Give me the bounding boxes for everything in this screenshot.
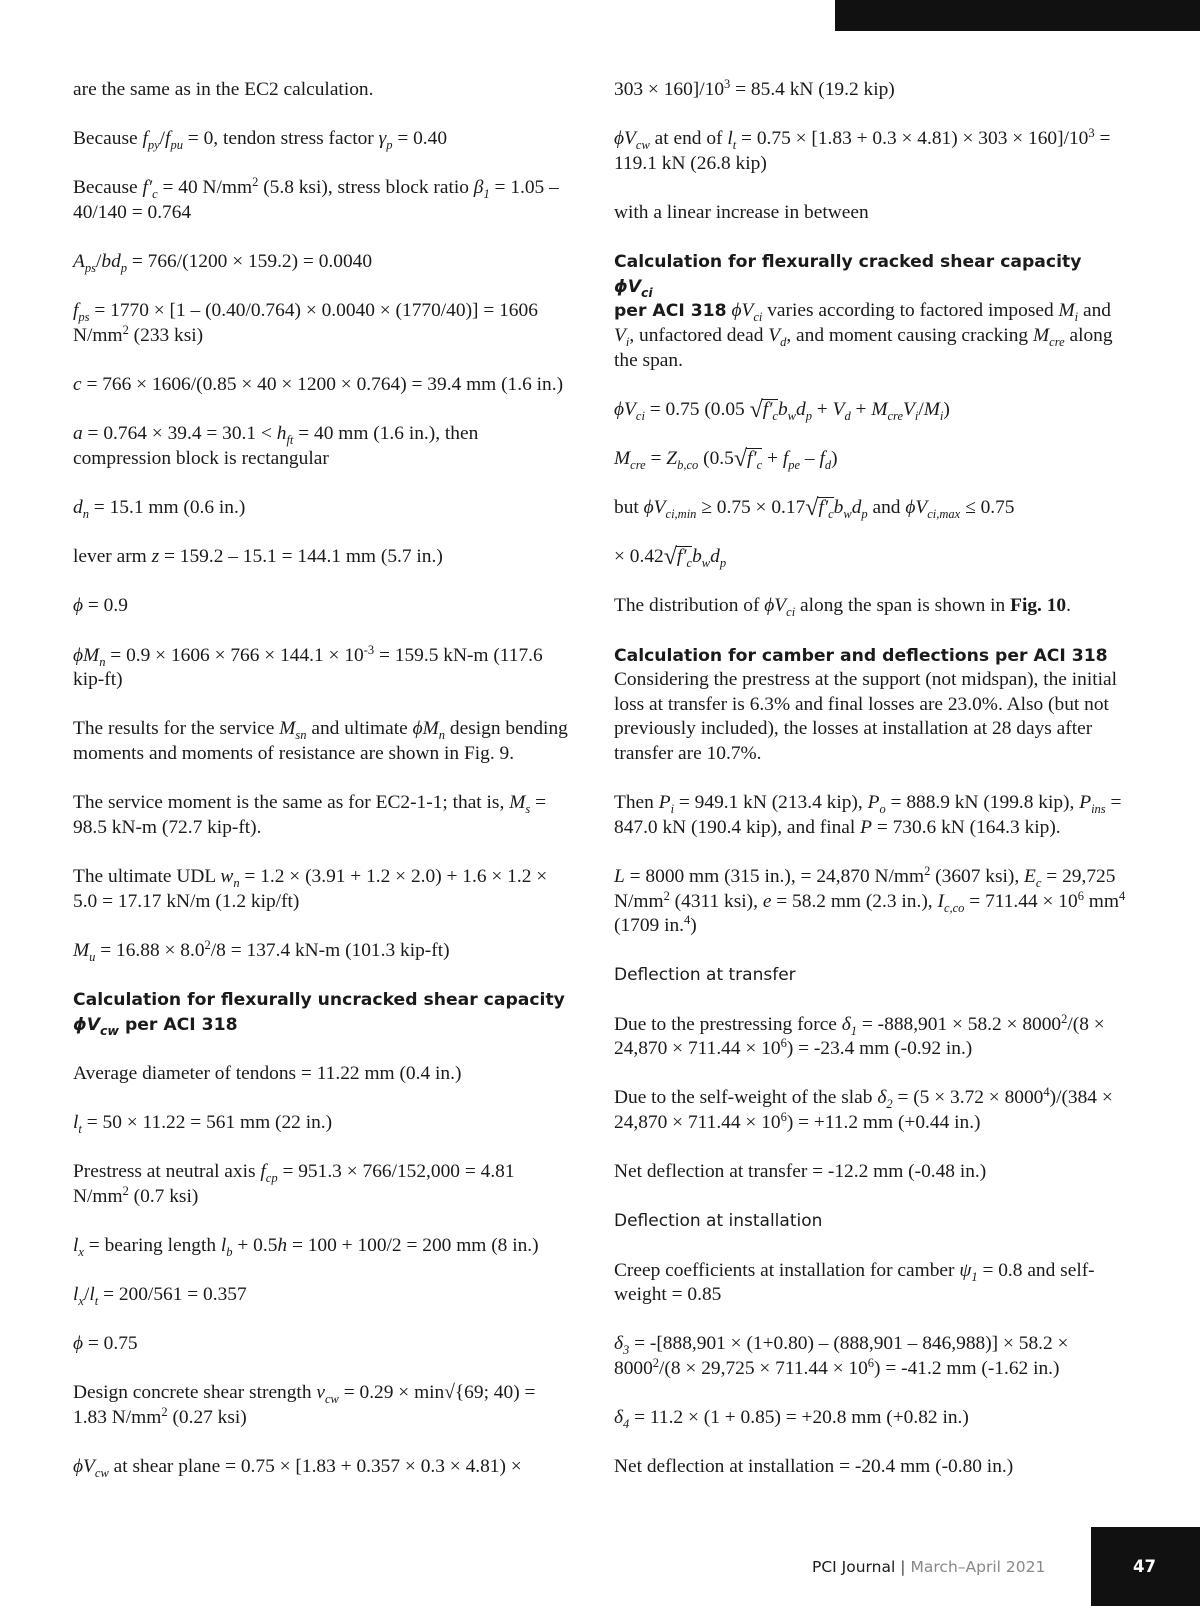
issue-date: March–April 2021 bbox=[910, 1558, 1046, 1576]
paragraph: Because $f'_c = 40$ $N/mm^2$ (5.8 ksi), stress block ratio $\beta_1 = 1.05 - 40/140 = 0.764$ bbox=[73, 175, 559, 223]
paragraph: are the same as in the EC2 calculation. bbox=[73, 79, 374, 100]
equation: $\phi M_n = 0.9 \times 1606 \times 766 \times 144.1 \times 10^{-3} = 159.5$ kN-m (117.6 kip-ft) bbox=[73, 642, 543, 691]
journal-name: PCI Journal bbox=[812, 1558, 896, 1576]
section-heading: Calculation for flexurally cracked shear capacity $\phi V_{ci}$ bbox=[614, 252, 1082, 300]
paragraph: per ACI 318 $\phi V_{ci}$ varies according to factored imposed $M_i$ and $V_i$, unfactored dead $V_d$, and moment causing cracking $M_{cre}$ along the span. bbox=[614, 300, 1113, 371]
equation: $A_{ps}/bd_p = 766/(1200 \times 159.2) = 0.0040$ bbox=[73, 251, 373, 276]
paragraph: Due to the self-weight of the slab $\delta_2 = (5 \times 3.72 \times 8000^4)/(384 \times 24,870 \times 711.44 \times 10^6) = +11.2$ mm (+0.44 in.) bbox=[614, 1085, 1113, 1133]
equation: $M_u = 16.88 \times 8.0^2/8 = 137.4$ kN-m (101.3 kip-ft) bbox=[73, 937, 450, 964]
paragraph: Average diameter of tendons = 11.22 mm (0.4 in.) bbox=[73, 1062, 462, 1084]
section-heading: Calculation for flexurally uncracked shear capacity $\phi V_{cw}$ per ACI 318 bbox=[73, 989, 565, 1038]
paragraph: The service moment is the same as for EC2-1-1; that is, $M_s = 98.5$ kN-m (72.7 kip-ft). bbox=[73, 792, 547, 838]
equation: × $0.42√f'_cb_wd_p$ bbox=[614, 544, 727, 571]
equation: $M_{cre} = Z_{b,co}$ $(0.5√f'_c + f_{pe} - f_d)$ bbox=[614, 445, 838, 472]
page-number-box bbox=[1091, 1527, 1200, 1606]
equation: $\phi V_{cw}$ at end of $l_t = 0.75 \times [1.83 + 0.3 \times 4.81) \times 303 \times 160]/10^3 = 119.1$ kN (26.8 kip) bbox=[614, 126, 1111, 174]
paragraph: Creep coefficients at installation for camber $\psi_1 = 0.8$ and self-weight = 0.85 bbox=[614, 1259, 1095, 1306]
equation: $l_x$ = bearing length $l_b + 0.5h = 100 + 100/2 = 200$ mm (8 in.) bbox=[73, 1234, 539, 1259]
equation: lever arm z = 159.2 – 15.1 = 144.1 mm (5.7 in.) bbox=[73, 546, 443, 568]
paragraph: The results for the service $M_{sn}$ and ultimate $\phi M_n$ design bending moments and moments of resistance are shown in Fig. 9. bbox=[73, 718, 568, 765]
equation: $\delta_3 = -[888,901 \times (1+0.80) - (888,901 - 846,988)] \times 58.2 \times 8000^2/(8 \times 29,725 \times 711.44 \times 10^6) = -41.2$ mm (-1.62 in.) bbox=[614, 1333, 1069, 1379]
paragraph: Due to the prestressing force $\delta_1 = -888,901 \times 58.2 \times 8000^2/(8 \times 24,870 \times 711.44 \times 10^6) = -23.4$ mm (-0.92 in.) bbox=[614, 1011, 1105, 1060]
equation: but $\phi V_{ci,min} \ge 0.75 \times 0.17√f'_cb_wd_p$ and $\phi V_{ci,max} \le 0.75$ bbox=[614, 495, 1015, 522]
equation: $f_{ps} = 1770 \times [1 - (0.40/0.764) \times 0.0040 \times (1770/40)] = 1606$ $N/mm^2$ (233 ksi) bbox=[73, 300, 538, 346]
paragraph: Because $f_{py}/f_{pu} = 0$, tendon stress factor $\gamma_p = 0.40$ bbox=[73, 128, 448, 153]
section-heading: Calculation for camber and deflections per ACI 318 bbox=[614, 645, 1108, 666]
subsection-heading: Deflection at installation bbox=[614, 1211, 823, 1232]
paragraph: Prestress at neutral axis $f_{cp} = 951.3 \times 766/152,000 = 4.81$ $N/mm^2$ (0.7 ksi) bbox=[73, 1161, 515, 1207]
paragraph: L = 8000 mm (315 in.), = 24,870 $N/mm^2$ (3607 ksi), $E_c = 29,725$ $N/mm^2$ (4311 ksi), e = 58.2 mm (2.3 in.), $I_{c,co} = 711.44 \times 10^6$ $mm^4$ (1709 in.$^4$) bbox=[614, 864, 1126, 937]
paragraph: Then $P_i = 949.1$ kN (213.4 kip), $P_o = 888.9$ kN (199.8 kip), $P_{ins} = 847.0$ kN (190.4 kip), and final P = 730.6 kN (164.3 kip). bbox=[614, 792, 1122, 838]
paragraph: Net deflection at transfer = -12.2 mm (-0.48 in.) bbox=[614, 1161, 987, 1183]
equation: ϕ = 0.9 bbox=[73, 595, 128, 617]
paragraph: The distribution of $\phi V_{ci}$ along the span is shown in Fig. 10. bbox=[614, 595, 1071, 620]
right-column bbox=[614, 78, 1126, 1504]
equation: $\phi V_{ci} = 0.75$ (0.05 $√f'_cb_wd_p + V_d + M_{cre}V_i/M_i$) bbox=[614, 396, 950, 423]
footer-separator: | bbox=[900, 1558, 906, 1576]
paragraph: Net deflection at installation = -20.4 mm (-0.80 in.) bbox=[614, 1456, 1014, 1478]
paragraph: The ultimate UDL $w_n = 1.2 \times (3.91 + 1.2 \times 2.0) + 1.6 \times 1.2 \times 5.0 = 17.17$ kN/m (1.2 kip/ft) bbox=[73, 866, 548, 912]
page-number: 47 bbox=[1133, 1557, 1156, 1576]
equation: ϕ = 0.75 bbox=[73, 1333, 138, 1355]
header-bar bbox=[835, 0, 1200, 31]
equation: $\phi V_{cw}$ at shear plane = 0.75 × [1.83 + 0.357 × 0.3 × 4.81) × bbox=[73, 1456, 522, 1481]
left-column bbox=[73, 78, 573, 1504]
paragraph: Design concrete shear strength $v_{cw} = 0.29 \times \min√\{69$; 40) = 1.83 $N/mm^2$ (0.27 ksi) bbox=[73, 1382, 536, 1429]
footer bbox=[812, 1558, 1045, 1576]
equation: $l_x/l_t = 200/561 = 0.357$ bbox=[73, 1284, 247, 1309]
equation: c = 766 × 1606/(0.85 × 40 × 1200 × 0.764) = 39.4 mm (1.6 in.) bbox=[73, 374, 564, 396]
equation: $l_t = 50 \times 11.22 = 561$ mm (22 in.) bbox=[73, 1111, 333, 1136]
paragraph: with a linear increase in between bbox=[614, 201, 869, 223]
equation: $\delta_4 = 11.2 \times (1 + 0.85) = +20.8$ mm (+0.82 in.) bbox=[614, 1407, 969, 1432]
equation: $d_n = 15.1$ mm (0.6 in.) bbox=[73, 497, 246, 522]
equation: $303 \times 160]/10^3 = 85.4$ kN (19.2 kip) bbox=[614, 77, 895, 100]
equation: $a = 0.764 \times 39.4 = 30.1 < h_{ft} = 40$ mm (1.6 in.), then compression block is rectangular bbox=[73, 423, 479, 469]
paragraph: Considering the prestress at the support (not midspan), the initial loss at transfer is 6.3% and final losses are 23.0%. Also (but not previously included), the losses at installation at 28 days after transfer are 10.7%. bbox=[614, 669, 1117, 765]
subsection-heading: Deflection at transfer bbox=[614, 965, 796, 986]
